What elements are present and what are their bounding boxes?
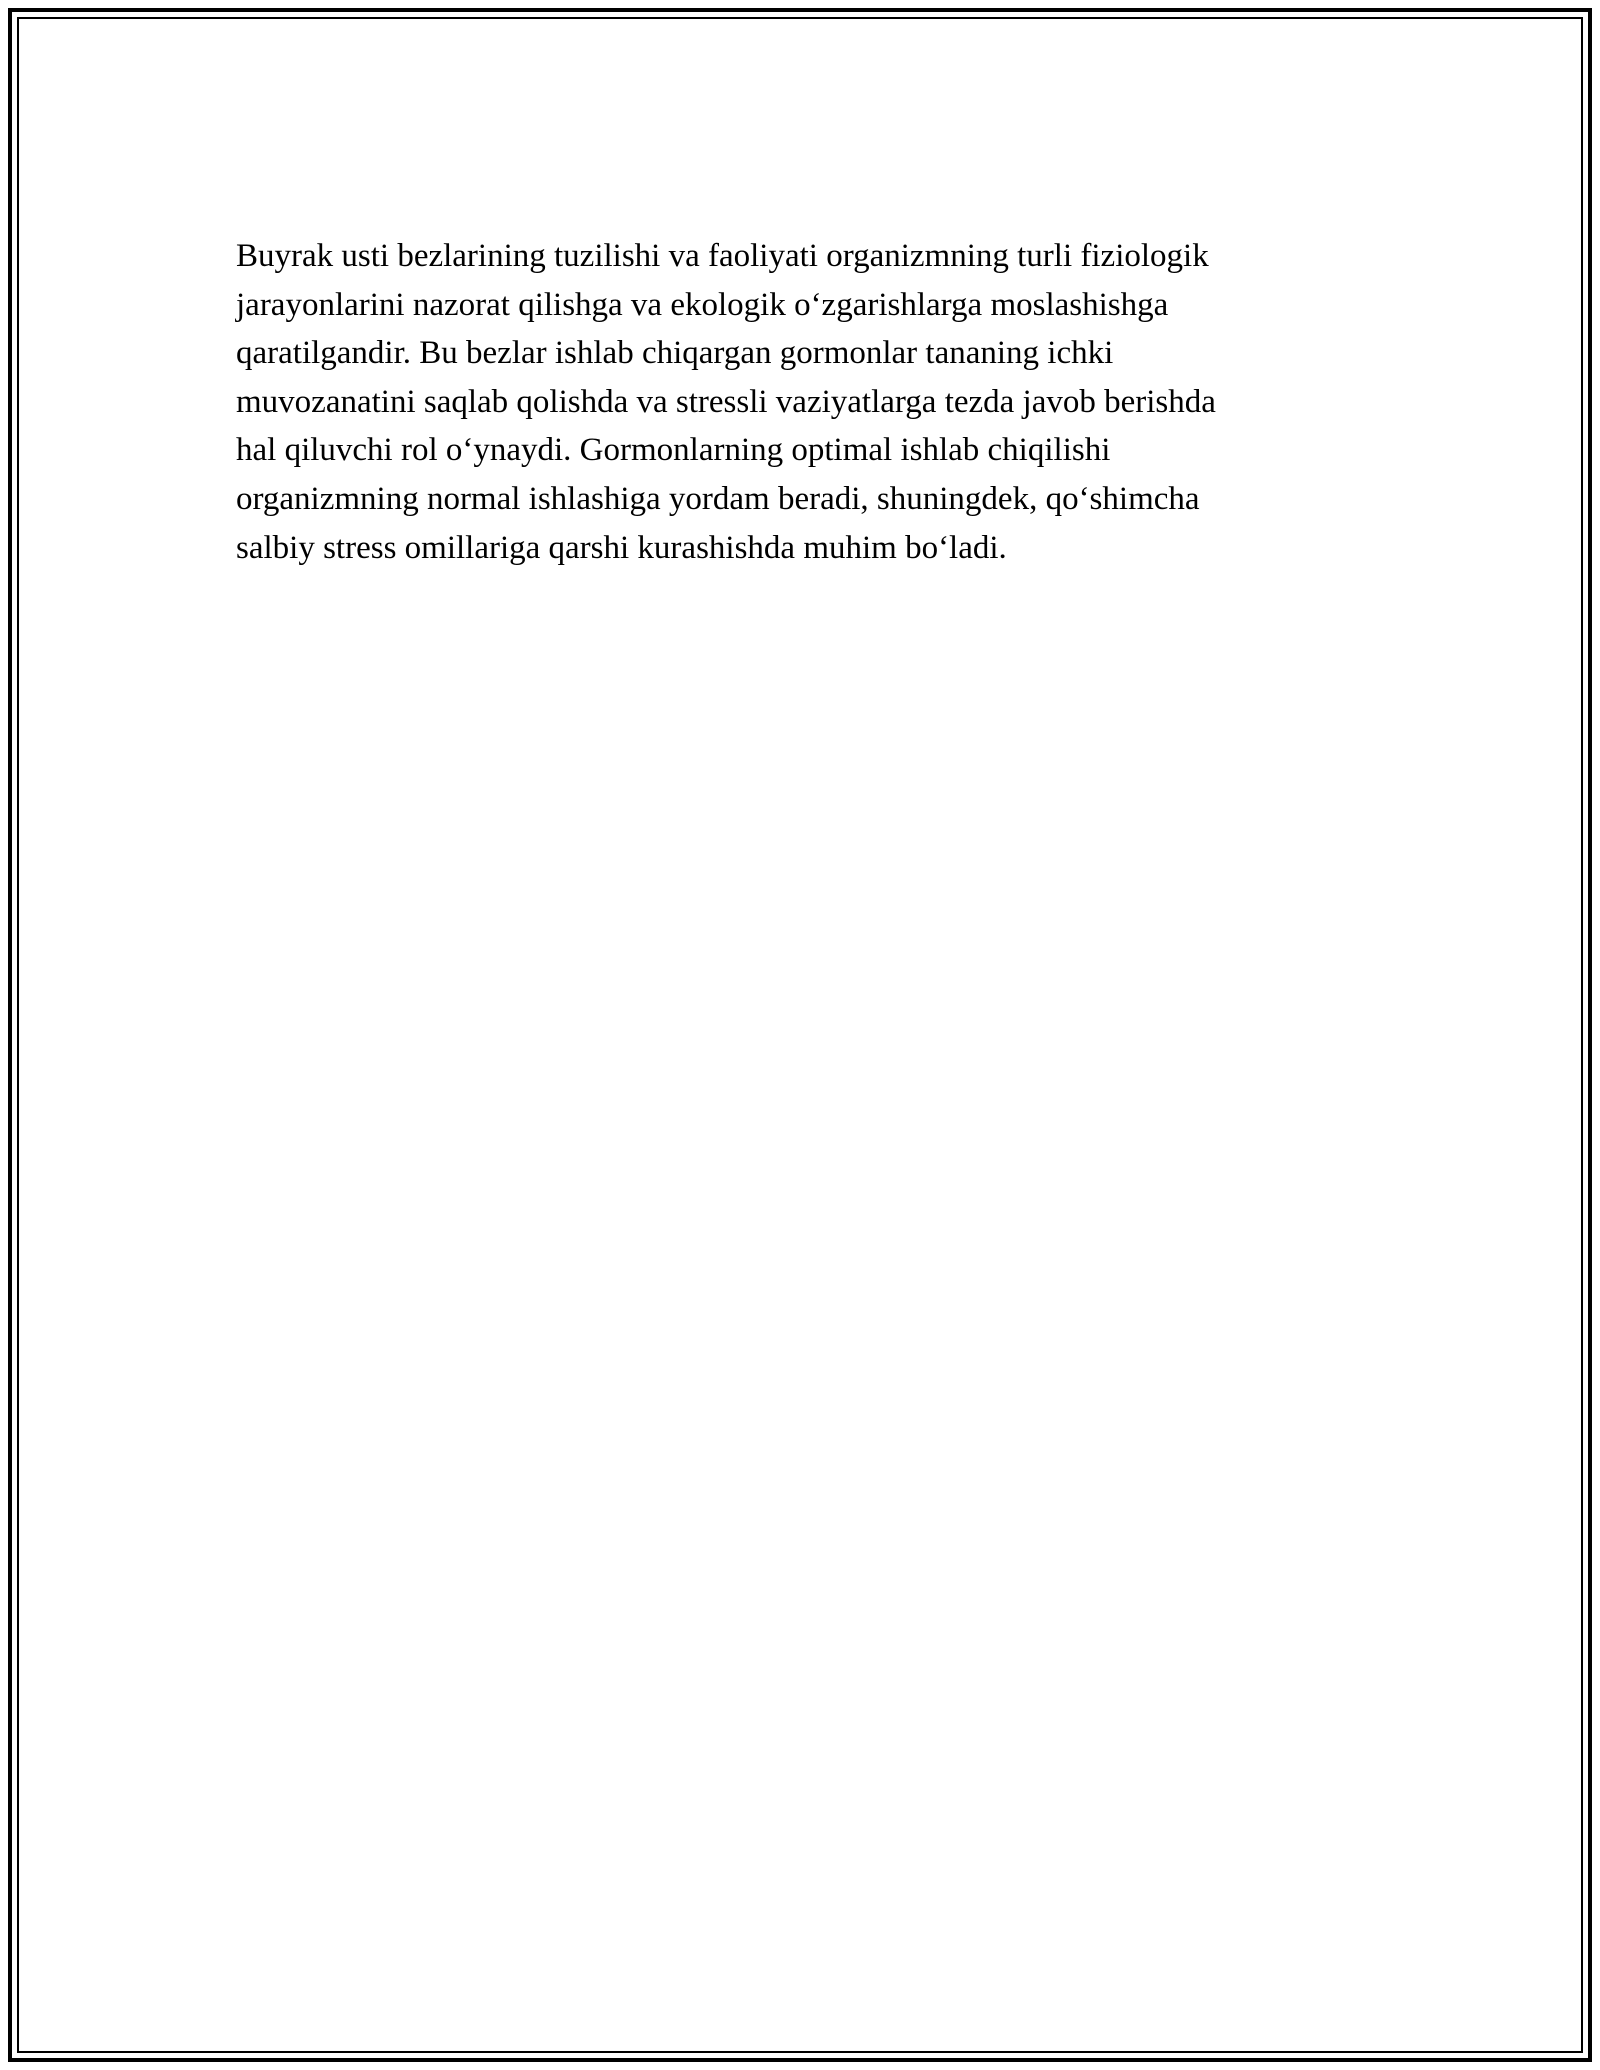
- body-paragraph: [236, 232, 1366, 572]
- paragraph-line: muvozanatini saqlab qolishda va stressli vaziyatlarga tezda javob berishda: [236, 383, 1216, 420]
- paragraph-line: Buyrak usti bezlarining tuzilishi va faoliyati organizmning turli fiziologik: [236, 238, 1209, 274]
- paragraph-line: hal qiluvchi rol o‘ynaydi. Gormonlarning optimal ishlab chiqilishi: [236, 432, 1111, 469]
- paragraph-line: salbiy stress omillariga qarshi kurashishda muhim bo‘ladi.: [236, 529, 1007, 566]
- paragraph-line: organizmning normal ishlashiga yordam beradi, shuningdek, qo‘shimcha: [236, 480, 1200, 517]
- paragraph-line: qaratilgandir. Bu bezlar ishlab chiqargan gormonlar tananing ichki: [236, 335, 1114, 372]
- paragraph-line: jarayonlarini nazorat qilishga va ekologik o‘zgarishlarga moslashishga: [236, 286, 1169, 323]
